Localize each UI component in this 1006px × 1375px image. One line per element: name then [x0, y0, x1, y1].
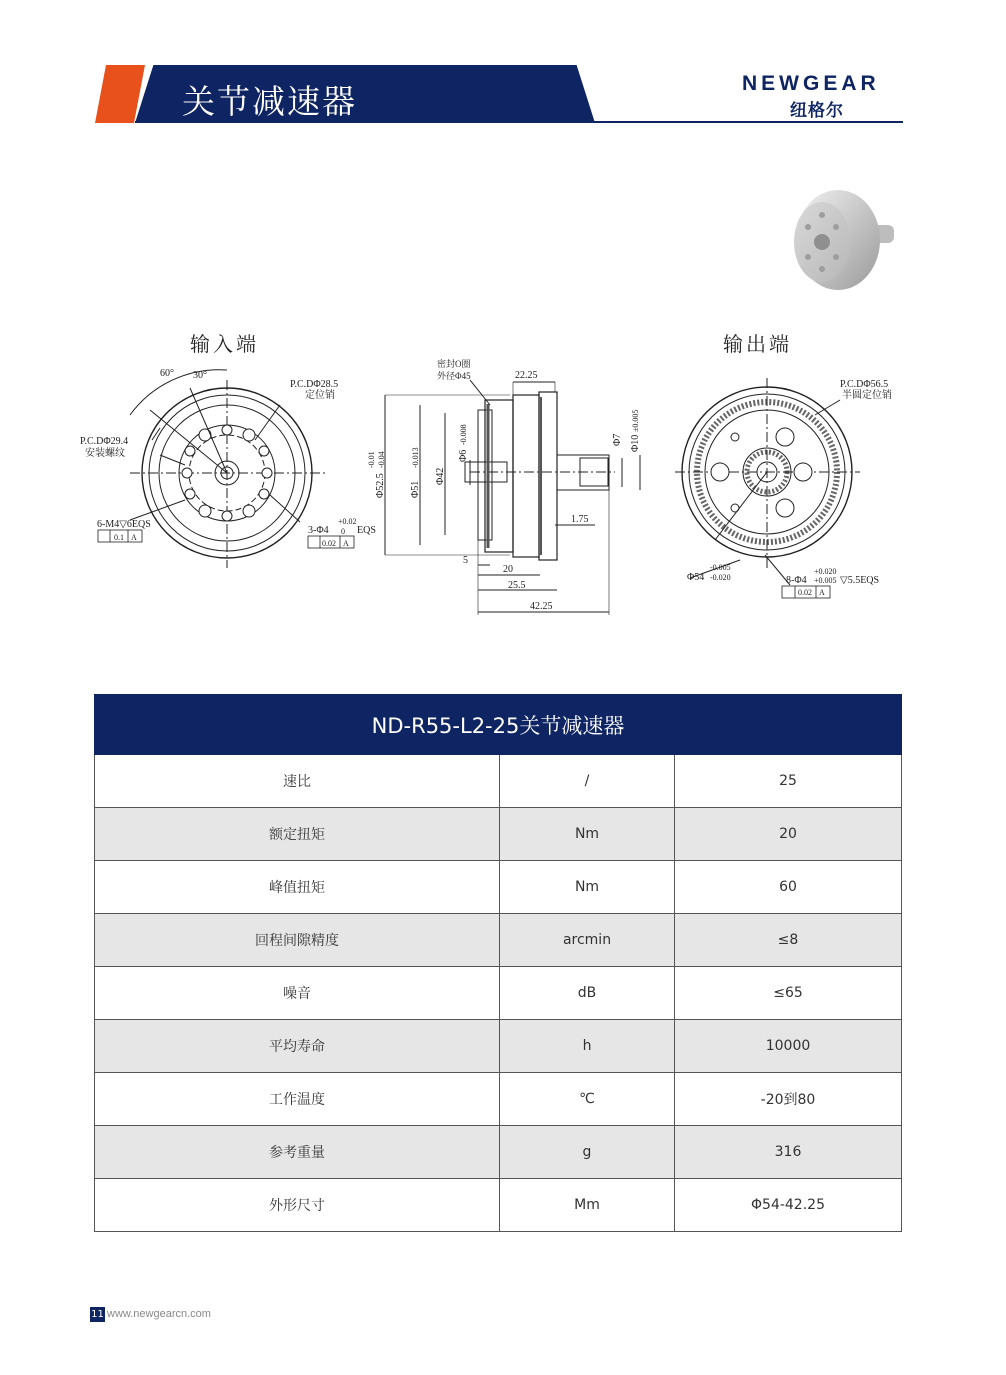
- dim-tol-001: -0.01: [367, 451, 376, 468]
- param-value: Φ54-42.25: [751, 1197, 825, 1213]
- param-unit: /: [500, 755, 675, 807]
- param-value: -20到80: [760, 1092, 816, 1108]
- dim-tol-004: -0.04: [377, 451, 386, 468]
- header-accent: [95, 65, 145, 123]
- tol-value-002-out: 0.02: [798, 588, 812, 597]
- page-title: 关节减速器: [182, 82, 357, 121]
- input-end-view: [130, 370, 325, 568]
- dim-half-pin: 半圆定位销: [842, 390, 892, 401]
- tol-value-01: 0.1: [114, 533, 124, 542]
- table-row: [94, 914, 902, 967]
- dim-width-20: 20: [503, 564, 513, 575]
- spec-table: [94, 694, 902, 1232]
- technical-drawing: [60, 155, 960, 625]
- param-unit: h: [500, 1020, 675, 1072]
- dim-width-5: 5: [463, 555, 468, 566]
- table-row: [94, 1073, 902, 1126]
- dim-dia-42: Φ42: [435, 467, 446, 485]
- param-unit: Mm: [500, 1179, 675, 1231]
- datum-a-2: A: [343, 539, 349, 548]
- param-name: 回程间隙精度: [95, 914, 500, 966]
- dim-tol-plus: +0.02: [338, 517, 357, 526]
- output-end-view: [675, 378, 860, 585]
- dim-pcd-pin: P.C.DΦ28.5: [290, 379, 339, 390]
- dim-dia-54: Φ54: [687, 572, 705, 583]
- header-rule: [135, 121, 903, 123]
- page-number: 11: [91, 1309, 104, 1320]
- param-value: ≤8: [777, 932, 799, 948]
- dim-tol-0008: -0.008: [459, 424, 468, 445]
- dim-angle-30: 30°: [193, 370, 207, 381]
- param-unit: Nm: [500, 861, 675, 913]
- dim-tol-0005p: +0.005: [814, 576, 837, 585]
- table-row: [94, 1020, 902, 1073]
- param-unit: g: [500, 1126, 675, 1178]
- dim-angle-60: 60°: [160, 368, 174, 379]
- dim-dia-51: Φ51: [410, 480, 421, 498]
- dim-dia-6: Φ6: [458, 449, 469, 462]
- datum-a-3: A: [819, 588, 825, 597]
- dim-width-4225: 42.25: [530, 601, 553, 612]
- dim-pcd-screw: P.C.DΦ29.4: [80, 436, 129, 447]
- dim-tol-0020p: +0.020: [814, 567, 837, 576]
- param-value: ≤65: [773, 985, 803, 1001]
- param-name: 峰值扭矩: [95, 861, 500, 913]
- dim-dia-7: Φ7: [612, 433, 623, 446]
- dim-thread: 6-M4▽6EQS: [97, 519, 151, 530]
- param-unit: ℃: [500, 1073, 675, 1125]
- dim-tol-0005b: -0.005: [710, 563, 731, 572]
- param-name: 工作温度: [95, 1073, 500, 1125]
- dim-tol-0013: -0.013: [411, 447, 420, 468]
- param-name: 噪音: [95, 967, 500, 1019]
- website-link[interactable]: www.newgearcn.com: [107, 1308, 211, 1320]
- table-row: [94, 967, 902, 1020]
- dim-seal: 密封O圈: [437, 359, 471, 369]
- param-value: 60: [779, 879, 797, 895]
- output-end-label: 输出端: [723, 332, 792, 356]
- dim-dia-525: Φ52.5: [375, 473, 386, 498]
- dim-eqs: EQS: [357, 525, 376, 536]
- param-name: 速比: [95, 755, 500, 807]
- dim-tol-0020: -0.020: [710, 573, 731, 582]
- dim-tol-0005: ±0.005: [631, 409, 640, 432]
- dim-hole8: 8-Φ4: [786, 575, 807, 586]
- tol-value-002: 0.02: [322, 539, 336, 548]
- table-row: [94, 1126, 902, 1179]
- dim-pin-note: 定位销: [305, 390, 335, 401]
- table-row: [94, 755, 902, 808]
- param-name: 额定扭矩: [95, 808, 500, 860]
- dim-pcd-output: P.C.DΦ56.5: [840, 379, 889, 390]
- param-unit: arcmin: [500, 914, 675, 966]
- param-value: 316: [774, 1144, 802, 1160]
- dim-width-175: 1.75: [571, 514, 589, 525]
- dim-screw-note: 安装螺纹: [85, 448, 125, 459]
- param-name: 参考重量: [95, 1126, 500, 1178]
- dim-dia-10: Φ10: [630, 434, 641, 452]
- param-value: 10000: [765, 1038, 811, 1054]
- brand-logo-cn: 纽格尔: [790, 101, 844, 121]
- brand-logo-text: NEWGEAR: [742, 72, 880, 95]
- dim-width-2225: 22.25: [515, 370, 538, 381]
- table-row: [94, 861, 902, 914]
- param-unit: Nm: [500, 808, 675, 860]
- dim-depth: ▽5.5EQS: [840, 575, 880, 586]
- dim-tol-zero: 0: [341, 527, 345, 536]
- param-name: 平均寿命: [95, 1020, 500, 1072]
- table-row: [94, 1179, 902, 1232]
- dim-hole3: 3-Φ4: [308, 525, 329, 536]
- param-value: 20: [779, 826, 797, 842]
- dim-seal-od: 外径Φ45: [437, 371, 471, 381]
- input-end-label: 输入端: [190, 332, 259, 356]
- datum-a-1: A: [131, 533, 137, 542]
- param-name: 外形尺寸: [95, 1179, 500, 1231]
- table-row: [94, 808, 902, 861]
- dim-width-255: 25.5: [508, 580, 526, 591]
- param-value: 25: [779, 773, 797, 789]
- spec-table-title: ND-R55-L2-25关节减速器: [94, 694, 902, 755]
- param-unit: dB: [500, 967, 675, 1019]
